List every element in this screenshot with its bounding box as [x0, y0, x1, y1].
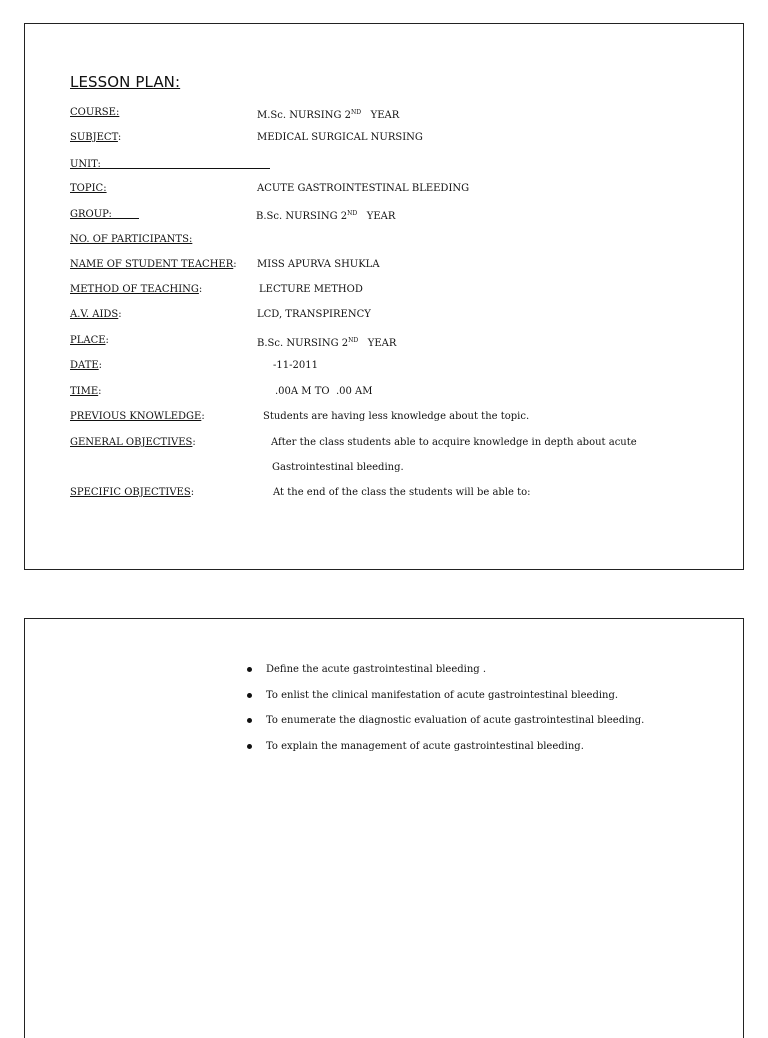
previous-knowledge-value: Students are having less knowledge about the topic. — [263, 411, 530, 422]
bullet-icon — [247, 718, 252, 723]
bullet-icon — [247, 667, 252, 672]
list-item — [247, 662, 644, 688]
course-label: COURSE: — [70, 107, 120, 118]
participants-label: NO. OF PARTICIPANTS: — [70, 234, 193, 245]
subject-value: MEDICAL SURGICAL NURSING — [257, 132, 423, 143]
objectives-list — [247, 662, 644, 764]
place-value: B.Sc. NURSING 2ND YEAR — [257, 337, 397, 349]
list-item — [247, 739, 644, 765]
objective-text: Define the acute gastrointestinal bleeding . — [266, 664, 487, 675]
specific-objectives-value: At the end of the class the students will be able to: — [273, 487, 531, 498]
time-label: TIME: — [70, 386, 102, 397]
place-label: PLACE: — [70, 335, 109, 346]
list-item — [247, 713, 644, 739]
group-blank — [70, 207, 139, 219]
topic-value: ACUTE GASTROINTESTINAL BLEEDING — [257, 183, 470, 194]
group-label: GROUP: — [70, 209, 112, 220]
method-value: LECTURE METHOD — [259, 284, 363, 295]
student-teacher-value: MISS APURVA SHUKLA — [257, 259, 380, 270]
objectives-page — [24, 618, 744, 1038]
av-aids-label: A.V. AIDS: — [70, 309, 122, 320]
date-value: -11-2011 — [273, 360, 318, 371]
method-label: METHOD OF TEACHING: — [70, 284, 203, 295]
specific-objectives-label: SPECIFIC OBJECTIVES: — [70, 487, 195, 498]
date-label: DATE: — [70, 360, 103, 371]
group-value: B.Sc. NURSING 2ND YEAR — [256, 210, 396, 222]
list-item — [247, 688, 644, 714]
page-title: LESSON PLAN: — [70, 73, 181, 91]
course-value: M.Sc. NURSING 2ND YEAR — [257, 109, 400, 121]
bullet-icon — [247, 693, 252, 698]
general-objectives-label: GENERAL OBJECTIVES: — [70, 437, 196, 448]
previous-knowledge-label: PREVIOUS KNOWLEDGE: — [70, 411, 205, 422]
unit-blank — [70, 157, 270, 169]
student-teacher-label: NAME OF STUDENT TEACHER: — [70, 259, 237, 270]
unit-label: UNIT: — [70, 159, 101, 170]
objective-text: To explain the management of acute gastrointestinal bleeding. — [266, 740, 584, 752]
subject-label: SUBJECT: — [70, 132, 122, 143]
objective-text: To enlist the clinical manifestation of acute gastrointestinal bleeding. — [266, 689, 619, 701]
lesson-plan-page — [24, 23, 744, 570]
av-aids-value: LCD, TRANSPIRENCY — [257, 309, 371, 320]
topic-label: TOPIC: — [70, 183, 107, 194]
bullet-icon — [247, 744, 252, 749]
objective-text: To enumerate the diagnostic evaluation of acute gastrointestinal bleeding. — [266, 715, 645, 726]
general-objectives-value-line1: After the class students able to acquire knowledge in depth about acute — [271, 437, 637, 448]
time-value: .00A M TO .00 AM — [275, 386, 373, 397]
general-objectives-value-line2: Gastrointestinal bleeding. — [272, 462, 404, 473]
